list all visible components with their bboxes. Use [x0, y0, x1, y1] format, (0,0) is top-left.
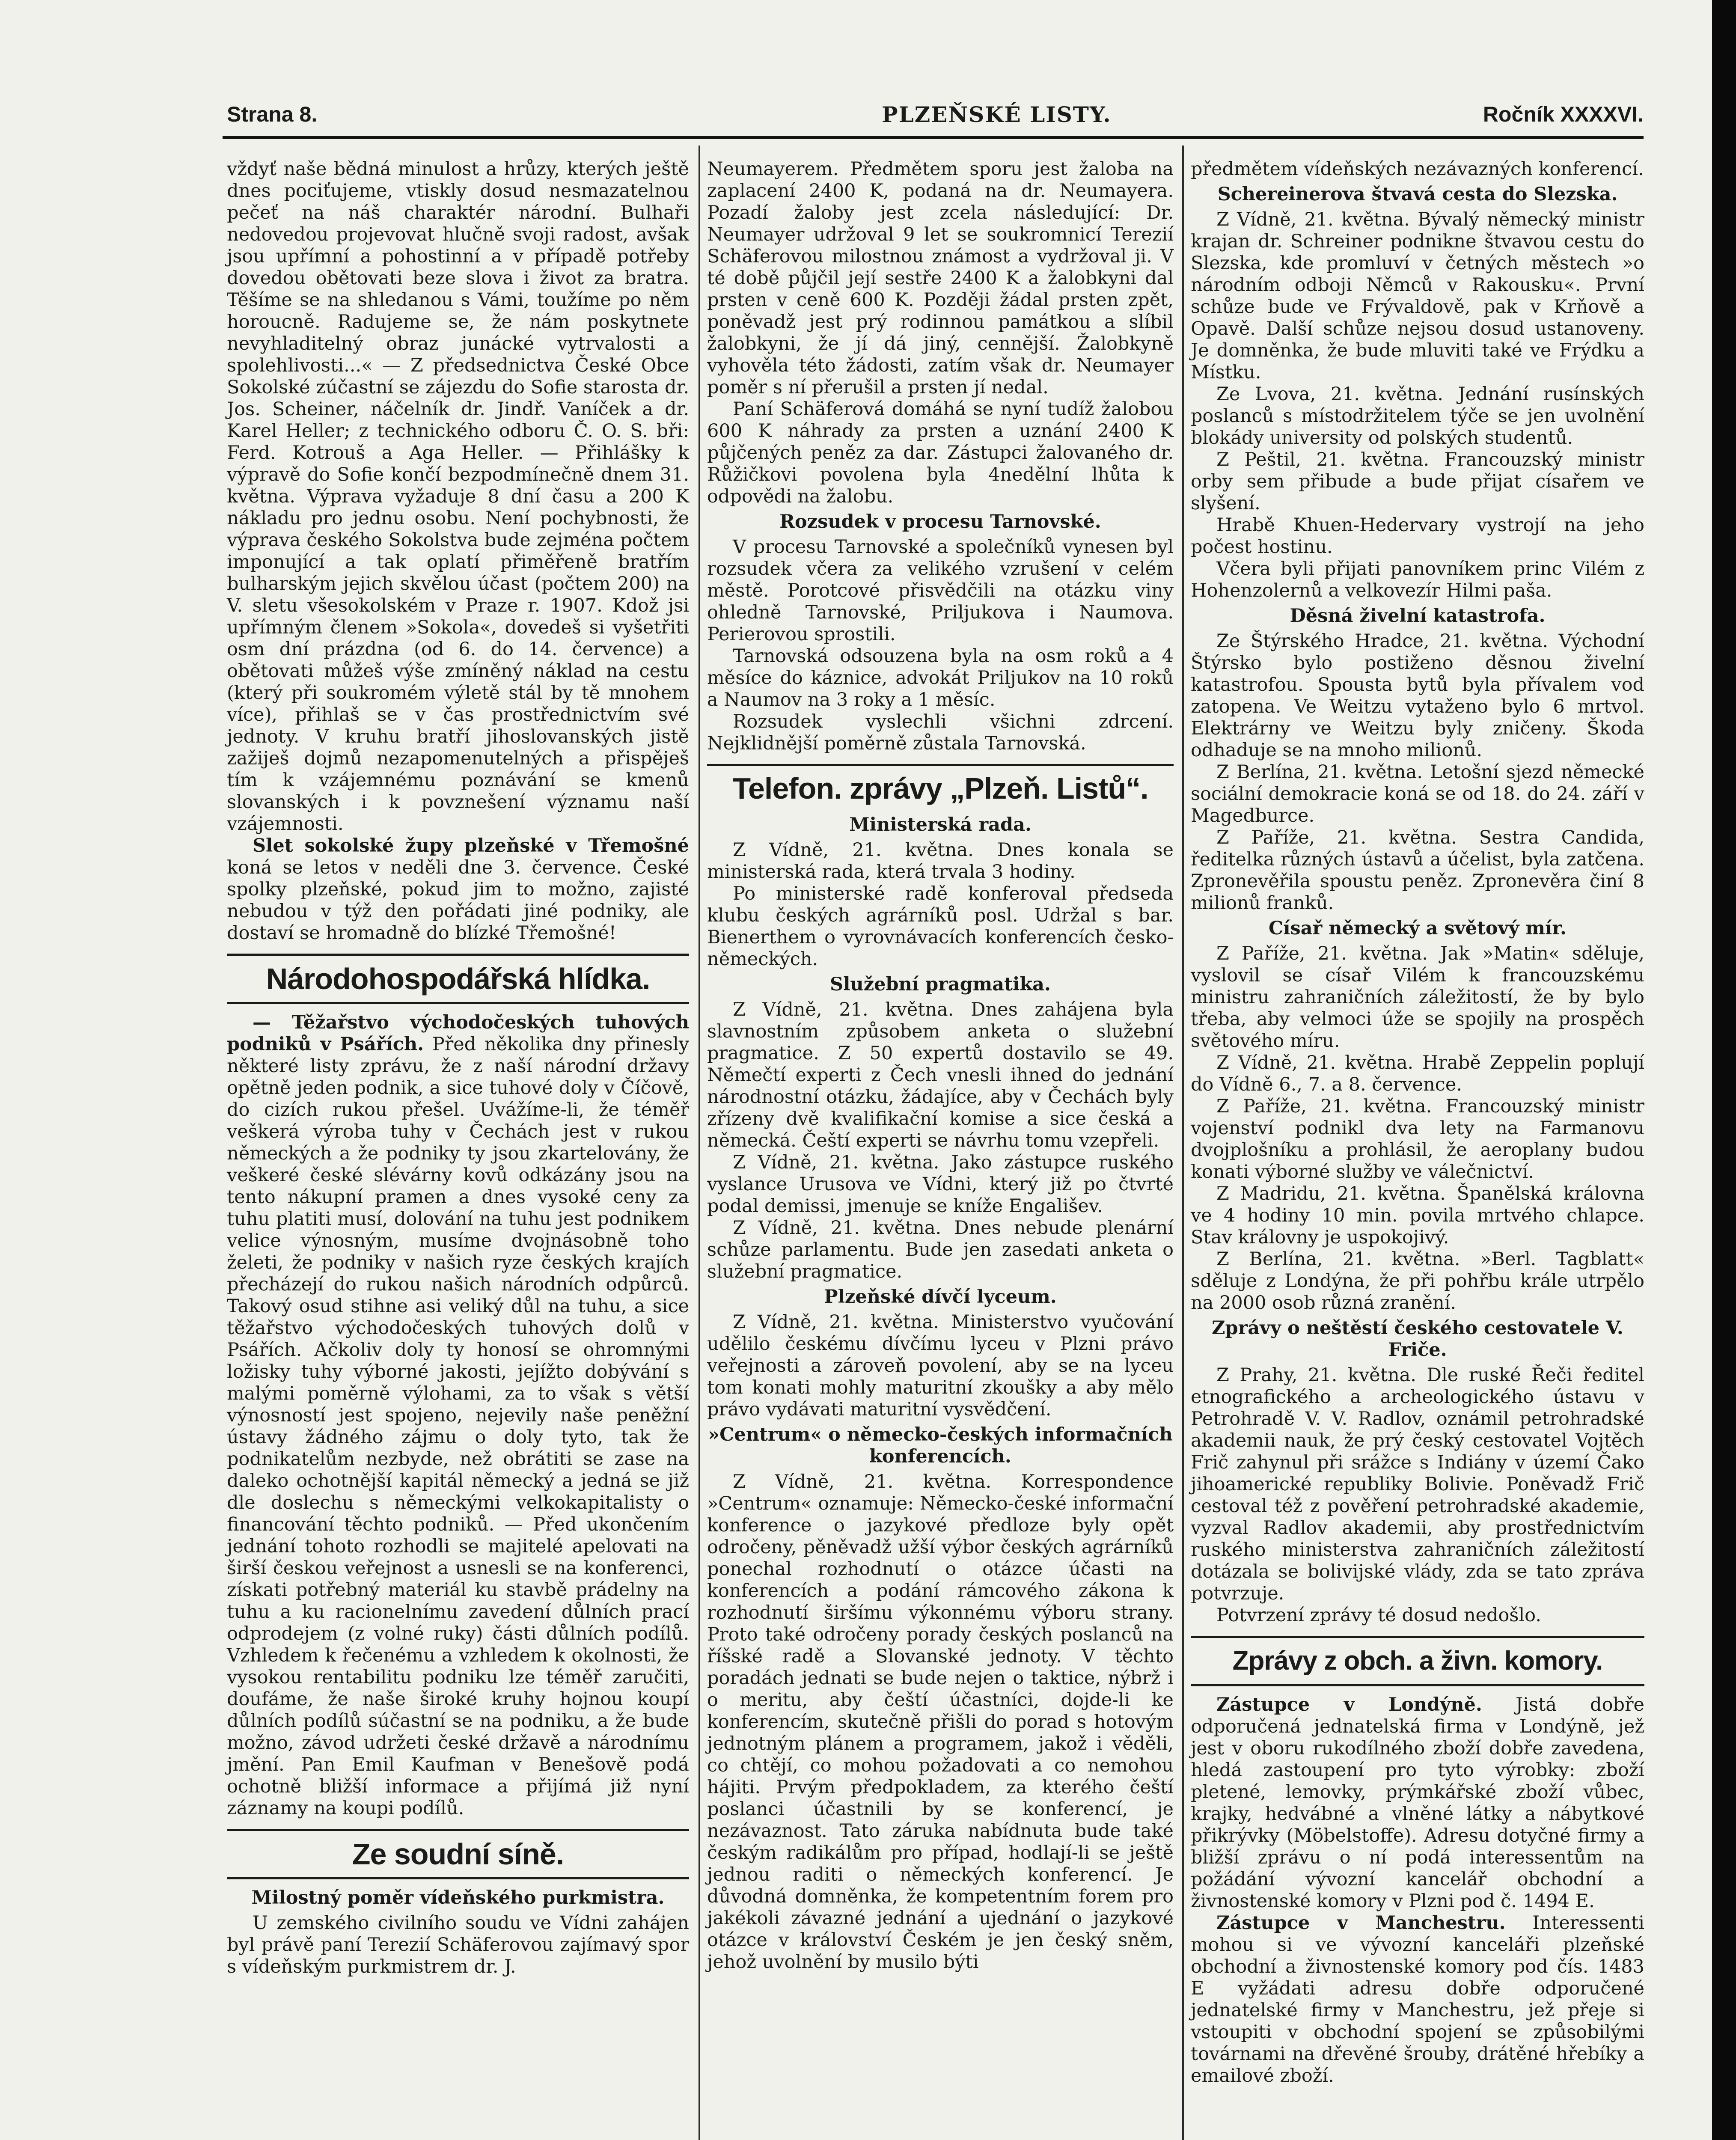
section-heading: Ze soudní síně. [227, 1829, 689, 1879]
section-heading: Národohospodářská hlídka. [227, 954, 689, 1004]
article-heading: Služební pragmatika. [830, 974, 1051, 995]
article-text: Po ministerské radě konferoval předseda klubu českých agrárníků posl. Udržal s bar. Bienerthem o vyrovnávacích konferencích česko-německých. [707, 883, 1174, 970]
column-1 [227, 158, 689, 1978]
article-text [1191, 1694, 1644, 1912]
page-number: Strana 8. [227, 102, 318, 126]
article-text: Paní Schäferová domáhá se nyní tudíž žalobou 600 K náhrady za prsten a uznání 2400 K půjčených peněz za dar. Zástupci žalovaného dr. Růžičkovi povolena byla 4nedělní lhůta k odpovědi na žalobu. [707, 398, 1174, 507]
article-text: Z Paříže, 21. května. Francouzský ministr vojenství podnikl dva lety na Farmanovu dvojplošníku a prohlásil, že aeroplany budou konati výborné služby ve válečnictví. [1191, 1096, 1644, 1183]
article-text: vždyť naše bědná minulost a hrůzy, kterých ještě dnes pociťujeme, vtiskly dosud nesmazatelnou pečeť na náš charaktér národní. Bulhaři nedovedou projevovat hlučně svoji radost, avšak jsou upřímní a pohostinní a v případě potřeby dovedou obětovati beze slova i život za bratra. Těšíme se na shledanou s Vámi, toužíme po něm horoucně. Radujeme se, že nám poskytnete nevyhladitelný obraz junácké vytrvalosti a spolehlivosti...« — Z předsednictva České Obce Sokolské zúčastní se zájezdu do Sofie starosta dr. Jos. Scheiner, náčelník dr. Jindř. Vaníček a dr. Karel Heller; z technického odboru Č. O. S. bři: Ferd. Kotrouš a Aga Heller. — Přihlášky k výpravě do Sofie končí bezpodmínečně dnem 31. května. Výprava vyžaduje 8 dní času a 200 K nákladu pro jednu osobu. Není pochybnosti, že výprava českého Sokolstva bude zejména počtem imponující a tak oplatí přiměřeně bratřím bulharským jejich skvělou účast (počtem 200) na V. sletu všesokolském v Praze r. 1907. Kdož jsi upřímným členem »Sokola«, dovedeš si vyšetřiti osm dní prázdna (od 6. do 14. července) a obětovati můžeš výše zmíněný náklad na cestu (který při soukromém výletě stál by tě mnohem více), přihlaš se v čas prostřednictvím své jednoty. V kruhu bratří jihoslovanských jistě zažiješ dojmů nezapomenutelných a přispěješ tím k vzájemnému poznávání se kmenů slovanských i k povznešení významu naší vzájemnosti. [227, 158, 689, 835]
article-text: Z Prahy, 21. května. Dle ruské Řeči ředitel etnografického a archeologického ústavu v Petrohradě V. V. Radlov, oznámil petrohradské akademii nauk, že prý český cestovatel Vojtěch Frič zahynul při srážce s Indiány v území Čako jihoamerické republiky Bolivie. Poněvadž Frič cestoval též z pověření petrohradské akademie, vyzval Radlov akademii, aby prostřednictvím ruského ministerstva zahraničních záležitostí dotázala se bolivijské vlády, zda se tato zpráva potvrzuje. [1191, 1364, 1644, 1604]
article-heading: Zástupce v Londýně. [1216, 1694, 1482, 1715]
article-text: Z Madridu, 21. května. Španělská královna ve 4 hodiny 10 min. povila mrtvého chlapce. Stav královny je uspokojivý. [1191, 1183, 1644, 1248]
article-text: V procesu Tarnovské a společníků vynesen byl rozsudek včera za velikého vzrušení v celém městě. Porotcové přisvědčili na otázku viny ohledně Tarnovské, Priljukova i Naumova. Perierovou sprostili. [707, 536, 1174, 645]
newspaper-title: PLZEŇSKÉ LISTY. [882, 102, 1112, 127]
article-text: Ze Lvova, 21. května. Jednání rusínských poslanců s místodržitelem týče se jen uvolnění blokády university od polských studentů. [1191, 383, 1644, 449]
article-text: Z Paříže, 21. května. Jak »Matin« sděluje, vyslovil se císař Vilém k francouzskému ministru zahraničních záležitostí, že by bylo třeba, aby velmoci úže se spojily na prospěch světového míru. [1191, 943, 1644, 1052]
article-text: Z Berlína, 21. května. »Berl. Tagblatt« sděluje z Londýna, že při pohřbu krále utrpělo na 2000 osob různá zranění. [1191, 1248, 1644, 1314]
article-body: Jistá dobře odporučená jednatelská firma v Londýně, jež jest v oboru rukodílného zboží dobře zavedena, hledá zastoupení pro tyto výrobky: zboží pletené, lemovky, prýmkářské zboží vůbec, krajky, hedvábné a vlněné látky a nábytkové přikrývky (Möbelstoffe). Adresu dotyčné firmy a bližší zprávu o ní podá interessentům na požádání vývozní kancelář obchodní a živnostenské komory v Plzni pod č. 1494 E. [1191, 1694, 1644, 1912]
article-heading: Císař německý a světový mír. [1268, 918, 1567, 939]
article-heading: Milostný poměr vídeňského purkmistra. [251, 1887, 665, 1908]
article-heading: Schereinerova štvavá cesta do Slezska. [1217, 184, 1618, 205]
article-text: Z Vídně, 21. května. Dnes zahájena byla slavnostním způsobem anketa o služební pragmatice. Z 50 expertů dostavilo se 49. Němečtí experti z Čech vnesli ihned do jednání národnostní otázku, žádajíce, aby v Čechách byly zřízeny dvě kvalifikační komise a sice česká a německá. Čeští experti se návrhu tomu vzepřeli. [707, 999, 1174, 1151]
article-heading: Zástupce v Manchestru. [1216, 1912, 1506, 1934]
page-header [223, 102, 1644, 132]
article-text: Z Vídně, 21. května. Korrespondence »Centrum« oznamuje: Německo-české informační konference o jazykové předloze byly opět odročeny, pěněvadž užší výbor českých agrárníků ponechal rozhodnutí o otázce účasti na konferencích a podání rámcového zákona k rozhodnutí širšímu výkonnému výboru strany. Proto také odročeny porady českých poslanců na říšské radě a Slovanské jednoty. V těchto poradách jednati se bude nejen o taktice, nýbrž i o meritu, aby čeští účastníci, dojde-li ke konferencím, skutečně přišli do porad s hotovým jednotným plánem a programem, jakož i věděli, co chtějí, co mohou požadovati a co nemohou hájiti. Prvým předpokladem, za kterého čeští poslanci účastnili by se konferencí, je nezávaznost. Tato záruka nabídnuta bude také českým radikálům pro případ, hodlají-li se ještě jednou raditi o německých konferencí. Je důvodná domněnka, že kompetentním forem pro jakékoli závazné jednání a ujednání o jazykové otázce v království Českém je jen český sněm, jehož uvolnění by musilo býti [707, 1471, 1174, 1973]
article-heading: Děsná živelní katastrofa. [1290, 605, 1546, 627]
article-heading: Ministerská rada. [849, 814, 1031, 835]
article-heading: Zprávy o neštěstí českého cestovatele V. Friče. [1212, 1317, 1623, 1361]
article-text: Z Vídně, 21. května. Jako zástupce ruského vyslance Urusova ve Vídni, který již po čtvrté podal demissi, jmenuje se kníže Engališev. [707, 1152, 1174, 1217]
article-text: Tarnovská odsouzena byla na osm roků a 4 měsíce do káznice, advokát Priljukov na 10 roků a Naumov na 3 roky a 1 měsíc. [707, 645, 1174, 710]
article-text: Rozsudek vyslechli všichni zdrcení. Nejklidnější poměrně zůstala Tarnovská. [707, 711, 1174, 754]
article-text: předmětem vídeňských nezávazných konferencí. [1191, 158, 1644, 180]
column-divider [699, 146, 700, 2140]
article-body: koná se letos v neděli dne 3. července. České spolky plzeňské, pokud jim to možno, zajisté nebudou v týž den pořádati jiné podniky, ale dostaví se hromadně do blízké Třemošné! [227, 857, 689, 944]
article-text [1191, 1912, 1644, 2087]
column-2 [707, 158, 1174, 1973]
article-text [227, 835, 689, 944]
article-text: Potvrzení zprávy té dosud nedošlo. [1216, 1605, 1541, 1626]
article-text: Z Vídně, 21. května. Dnes nebude plenární schůze parlamentu. Bude jen zasedati anketa o služební pragmatice. [707, 1217, 1174, 1282]
article-text: Z Peštil, 21. května. Francouzský ministr orby sem přibude a bude přijat císařem ve slyšení. [1191, 449, 1644, 514]
volume-number: Ročník XXXXVI. [1483, 102, 1644, 126]
article-body: Před několika dny přinesly některé listy zprávu, že z naší národní državy opětně jeden podnik, a sice tuhové doly v Číčově, do cizích rukou přešel. Uvážíme-li, že téměř veškerá výroba tuhy v Čechách jest v rukou německých a že podniky ty jsou zkartelovány, že veškeré české slévárny kovů odkázány jsou na tento nákupní pramen a dnes vysoké ceny za tuhu platiti musí, dolování na tuhu jest podnikem velice výnosným, musíme dvojnásobně toho želeti, že podniky v našich ryze českých krajích přecházejí do rukou našich národních odpůrců. Takový osud stihne asi veliký důl na tuhu, a sice těžařstvo východočeských tuhových dolů v Psářích. Ačkoliv doly ty honosí se ohromnými ložisky tuhy výborné jakosti, jejížto dobývání s malými poměrně výlohami, za to však s větší výnosností jest spojeno, nejevily naše peněžní ústavy žádného zájmu o doly tyto, tak že podnikatelům nezbyde, než obrátiti se zase na daleko ochotnější kapitál německý a jedná se již dle doslechu s německými velkokapitalisty o financování těchto podniků. — Před ukončením jednání tohoto rozhodli se majitelé apelovati na širší českou veřejnost a usnesli se na konferenci, získati potřebný materiál ku stavbě prádelny na tuhu a ku racionelnímu zavedení důlních prací odprodejem (z volné ruky) části důlních podílů. Vzhledem k řečenému a vzhledem k okolnosti, že vysokou rentabilitu podniku lze téměř zaručiti, doufáme, že naše široké kruhy hojnou koupí důlních podílů súčastní se na podniku, a že bude možno, závod udržeti české državě a národnímu jmění. Pan Emil Kaufman v Benešově podá ochotně bližší informace a přijímá již nyní záznamy na koupi podílů. [227, 1034, 689, 1819]
article-text: Ze Štýrského Hradce, 21. května. Východní Štýrsko bylo postiženo děsnou živelní katastrofou. Spousta bytů byla přívalem vod zatopena. Ve Weitzu vytaženo bylo 6 mrtvol. Elektrárny ve Weitzu byly zničeny. Škoda odhaduje se na mnoho milionů. [1191, 630, 1644, 761]
article-text [227, 1012, 689, 1819]
article-text: Z Vídně, 21. května. Ministerstvo vyučování udělilo českému dívčímu lyceu v Plzni právo veřejnosti a zároveň povolení, aby se na lyceu tom konati mohly maturitní zkoušky a aby mělo právo vydávati maturitní vysvědčení. [707, 1311, 1174, 1420]
article-text: Včera byli přijati panovníkem princ Vilém z Hohenzolernů a velkovezír Hilmi paša. [1191, 558, 1644, 601]
article-text: Z Vídně, 21. května. Bývalý německý ministr krajan dr. Schreiner podnikne štvavou cestu do Slezska, kde promluví v četných městech »o národním odboji Němců v Rakousku«. První schůze bude ve Frývaldově, pak v Krňově a Opavě. Další schůze nejsou dosud ustanoveny. Je domněnka, že bude mluviti také ve Frýdku a Místku. [1191, 209, 1644, 383]
header-rule [223, 136, 1644, 139]
article-body: Interessenti mohou si ve vývozní kanceláři plzeňské obchodní a živnostenské komory pod čís. 1483 E vyžádati adresu dobře odporučené jednatelské firmy v Manchestru, jež přeje si vstoupiti v obchodní spojení se způsobilými továrnami na dřevěné šrouby, drátěné hřebíky a emailové zboží. [1191, 1912, 1644, 2086]
section-heading: Zprávy z obch. a živn. komory. [1191, 1636, 1644, 1686]
binding-edge [1712, 0, 1736, 2140]
article-text: Z Vídně, 21. května. Dnes konala se ministerská rada, která trvala 3 hodiny. [707, 839, 1174, 883]
article-heading: — Těžařstvo východočeských tuhových podniků v Psářích. [227, 1012, 689, 1055]
section-heading: Telefon. zprávy „Plzeň. Listů“. [707, 764, 1174, 806]
article-heading: Slet sokolské župy plzeňské v Třemošné [253, 835, 689, 856]
article-text: Neumayerem. Předmětem sporu jest žaloba na zaplacení 2400 K, podaná na dr. Neumayera. Pozadí žaloby jest zcela následující: Dr. Neumayer udržoval 9 let se soukromnicí Terezií Schäferovou milostnou známost a vydržoval ji. V té době půjčil její sestře 2400 K a žalobkyni dal prsten v ceně 600 K. Později žádal prsten zpět, poněvadž jest prý rodinnou památkou a slíbil žalobkyni, že jí dá jiný, cennější. Žalobkyně vyhověla této žádosti, zatím však dr. Neumayer poměr s ní přerušil a prsten jí nedal. [707, 158, 1174, 398]
column-3 [1191, 158, 1644, 2087]
article-text: Hrabě Khuen-Hedervary vystrojí na jeho počest hostinu. [1191, 514, 1644, 558]
article-text: Z Paříže, 21. května. Sestra Candida, ředitelka různých ústavů a účelist, byla zatčena. Zpronevěřila spoustu peněz. Zpronevěra činí 8 milionů franků. [1191, 827, 1644, 914]
article-text: Z Vídně, 21. května. Hrabě Zeppelin poplují do Vídně 6., 7. a 8. července. [1191, 1052, 1644, 1095]
article-text: U zemského civilního soudu ve Vídni zahájen byl právě paní Terezií Schäferovou zajímavý spor s vídeňským purkmistrem dr. J. [227, 1912, 689, 1977]
column-divider [1182, 146, 1184, 2140]
article-heading: Rozsudek v procesu Tarnovské. [779, 511, 1101, 532]
article-text: Z Berlína, 21. května. Letošní sjezd německé sociální demokracie koná se od 18. do 24. září v Magedburce. [1191, 761, 1644, 826]
article-heading: »Centrum« o německo-českých informačních konferencích. [708, 1424, 1173, 1467]
article-heading: Plzeňské dívčí lyceum. [824, 1286, 1057, 1308]
